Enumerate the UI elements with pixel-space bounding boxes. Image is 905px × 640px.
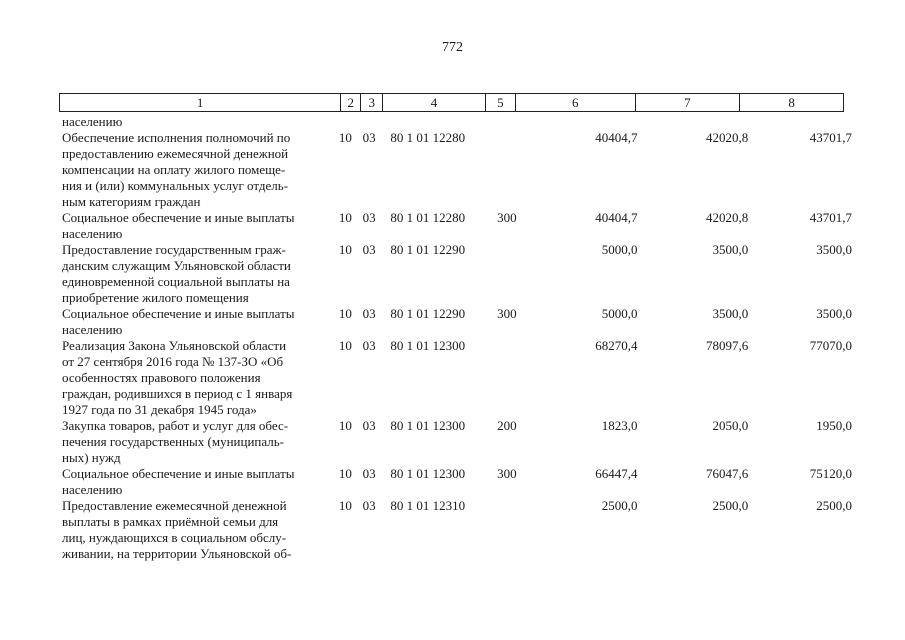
row-value-col-7: 78097,6 (705, 338, 749, 353)
header-col-1: 1 (60, 94, 341, 111)
row-subsection: 03 (362, 306, 376, 321)
row-subsection: 03 (362, 210, 376, 225)
row-value-col-7: 42020,8 (705, 210, 749, 225)
row-value-col-6: 2500,0 (601, 498, 638, 513)
row-name-line: Социальное обеспечение и иные выплаты (62, 466, 295, 481)
row-section: 10 (338, 418, 352, 433)
row-name-line: Закупка товаров, работ и услуг для обес- (62, 418, 289, 433)
table-row (62, 210, 852, 242)
row-section: 10 (338, 242, 352, 257)
row-name-line: населению (62, 226, 123, 241)
header-col-2: 2 (341, 94, 361, 111)
row-value-col-7: 2500,0 (712, 498, 749, 513)
header-col-7: 7 (636, 94, 741, 111)
row-name (62, 306, 333, 338)
row-name-line: живании, на территории Ульяновской об- (62, 546, 292, 561)
row-value-col-8: 43701,7 (809, 210, 852, 225)
row-name (62, 498, 333, 562)
row-target-article: 80 1 01 12290 (390, 306, 466, 321)
row-target-article: 80 1 01 12280 (390, 210, 466, 225)
header-col-4: 4 (383, 94, 486, 111)
row-name-line: Обеспечение исполнения полномочий по (62, 130, 291, 145)
row-target-article: 80 1 01 12310 (390, 498, 466, 513)
row-name-line: населению (62, 114, 123, 129)
row-subsection: 03 (362, 130, 376, 145)
row-expense-type: 300 (497, 466, 517, 481)
row-target-article: 80 1 01 12280 (390, 130, 466, 145)
row-section: 10 (338, 306, 352, 321)
row-target-article: 80 1 01 12300 (390, 418, 466, 433)
row-value-col-8: 2500,0 (816, 498, 852, 513)
row-name-line: особенностях правового положения (62, 370, 261, 385)
row-value-col-8: 1950,0 (816, 418, 852, 433)
row-value-col-6: 66447,4 (595, 466, 638, 481)
table-row (62, 306, 852, 338)
row-name-line: Реализация Закона Ульяновской области (62, 338, 287, 353)
row-name-line: предоставлению ежемесячной денежной (62, 146, 289, 161)
row-expense-type: 300 (497, 210, 517, 225)
header-col-6: 6 (516, 94, 636, 111)
table-body (62, 114, 852, 562)
table-row (62, 114, 852, 130)
row-name-line: единовременной социальной выплаты на (62, 274, 290, 289)
row-name-line: ным категориям граждан (62, 194, 201, 209)
row-name-line: ных) нужд (62, 450, 121, 465)
row-target-article: 80 1 01 12300 (390, 466, 466, 481)
table-row (62, 418, 852, 466)
table-row (62, 466, 852, 498)
row-name-line: от 27 сентября 2016 года № 137-ЗО «Об (62, 354, 284, 369)
row-target-article: 80 1 01 12300 (390, 338, 466, 353)
row-name-line: Предоставление ежемесячной денежной (62, 498, 287, 513)
row-value-col-6: 40404,7 (595, 210, 638, 225)
row-subsection: 03 (362, 338, 376, 353)
table-header (59, 93, 844, 112)
row-subsection: 03 (362, 418, 376, 433)
row-value-col-8: 43701,7 (809, 130, 852, 145)
row-subsection: 03 (362, 466, 376, 481)
header-col-8: 8 (788, 95, 795, 110)
row-name-line: лиц, нуждающихся в социальном обслу- (62, 530, 287, 545)
row-name-line: ния и (или) коммунальных услуг отдель- (62, 178, 289, 193)
row-name-line: данским служащим Ульяновской области (62, 258, 291, 273)
row-name-line: граждан, родившихся в период с 1 января (62, 386, 293, 401)
row-subsection: 03 (362, 498, 376, 513)
row-subsection: 03 (362, 242, 376, 257)
row-name-line: Социальное обеспечение и иные выплаты (62, 210, 295, 225)
row-section: 10 (338, 210, 352, 225)
table-row (62, 338, 852, 418)
row-name-line: населению (62, 482, 123, 497)
row-name (62, 418, 333, 466)
row-name (62, 114, 333, 130)
row-name (62, 242, 333, 306)
page-number: 772 (442, 40, 463, 55)
row-value-col-6: 5000,0 (601, 306, 638, 321)
row-value-col-7: 2050,0 (712, 418, 749, 433)
row-value-col-8: 77070,0 (809, 338, 852, 353)
row-value-col-6: 68270,4 (595, 338, 638, 353)
row-name-line: приобретение жилого помещения (62, 290, 249, 305)
table-row (62, 498, 852, 562)
header-col-5: 5 (486, 94, 516, 111)
row-section: 10 (338, 130, 352, 145)
row-name-line: Социальное обеспечение и иные выплаты (62, 306, 295, 321)
row-name (62, 338, 333, 418)
row-value-col-8: 3500,0 (816, 306, 852, 321)
row-expense-type: 200 (497, 418, 517, 433)
row-name-line: 1927 года по 31 декабря 1945 года» (62, 402, 257, 417)
table-row (62, 242, 852, 306)
row-value-col-8: 3500,0 (816, 242, 852, 257)
row-name-line: выплаты в рамках приёмной семьи для (62, 514, 279, 529)
row-name-line: населению (62, 322, 123, 337)
row-section: 10 (338, 498, 352, 513)
row-expense-type: 300 (497, 306, 517, 321)
row-target-article: 80 1 01 12290 (390, 242, 466, 257)
row-value-col-7: 3500,0 (712, 242, 749, 257)
row-value-col-6: 1823,0 (601, 418, 638, 433)
row-value-col-7: 42020,8 (705, 130, 749, 145)
row-value-col-7: 76047,6 (705, 466, 749, 481)
table-row (62, 130, 852, 210)
row-name (62, 130, 333, 210)
header-col-3: 3 (361, 94, 383, 111)
row-name (62, 466, 333, 498)
row-value-col-6: 5000,0 (601, 242, 638, 257)
row-name-line: компенсации на оплату жилого помеще- (62, 162, 286, 177)
row-value-col-6: 40404,7 (595, 130, 638, 145)
row-section: 10 (338, 466, 352, 481)
row-value-col-8: 75120,0 (809, 466, 852, 481)
row-name-line: Предоставление государственным граж- (62, 242, 286, 257)
row-name-line: печения государственных (муниципаль- (62, 434, 285, 449)
row-section: 10 (338, 338, 352, 353)
row-value-col-7: 3500,0 (712, 306, 749, 321)
row-name (62, 210, 333, 242)
